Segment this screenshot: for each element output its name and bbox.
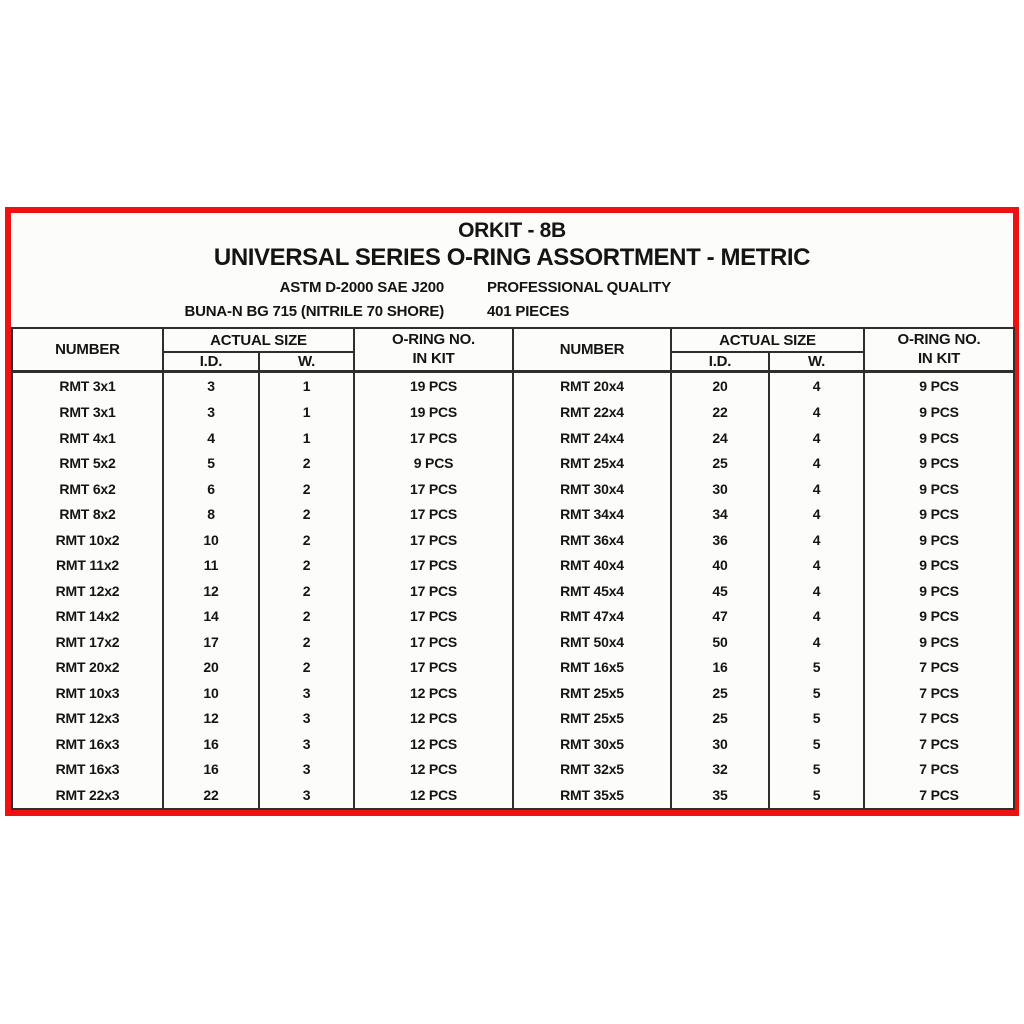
id-cell: 20 [163,654,259,680]
spec-sheet-frame [5,207,1019,816]
id-cell: 36 [671,527,769,553]
pieces-cell: 9 PCS [354,450,513,476]
pieces-cell: 12 PCS [354,756,513,782]
pieces-cell: 12 PCS [354,680,513,706]
width-cell: 2 [259,476,354,502]
spec-material: BUNA-N BG 715 (NITRILE 70 SHORE) [184,303,444,320]
number-cell: RMT 6x2 [12,476,163,502]
width-cell: 2 [259,603,354,629]
id-header-left: I.D. [163,352,259,372]
spec-standard: ASTM D-2000 SAE J200 [279,279,444,296]
table-row [12,372,1014,400]
pieces-cell: 9 PCS [864,578,1014,604]
width-cell: 2 [259,501,354,527]
table-row [12,425,1014,451]
pieces-cell: 9 PCS [864,399,1014,425]
number-cell: RMT 25x4 [513,450,671,476]
number-cell: RMT 10x3 [12,680,163,706]
actual-size-header-left: ACTUAL SIZE [163,328,354,352]
pieces-cell: 17 PCS [354,629,513,655]
w-header-right: W. [769,352,864,372]
width-cell: 5 [769,654,864,680]
width-cell: 5 [769,680,864,706]
id-cell: 32 [671,756,769,782]
pieces-cell: 9 PCS [864,425,1014,451]
pieces-cell: 7 PCS [864,782,1014,809]
number-cell: RMT 22x4 [513,399,671,425]
number-cell: RMT 30x4 [513,476,671,502]
id-cell: 8 [163,501,259,527]
table-row [12,501,1014,527]
pieces-cell: 9 PCS [864,501,1014,527]
number-cell: RMT 25x5 [513,680,671,706]
id-cell: 22 [163,782,259,809]
pieces-cell: 7 PCS [864,756,1014,782]
table-row [12,756,1014,782]
number-cell: RMT 50x4 [513,629,671,655]
id-cell: 40 [671,552,769,578]
width-cell: 4 [769,425,864,451]
pieces-cell: 17 PCS [354,501,513,527]
number-cell: RMT 20x4 [513,372,671,400]
width-cell: 5 [769,782,864,809]
id-cell: 50 [671,629,769,655]
id-cell: 5 [163,450,259,476]
pieces-cell: 9 PCS [864,476,1014,502]
width-cell: 3 [259,731,354,757]
table-row [12,450,1014,476]
id-cell: 24 [671,425,769,451]
number-cell: RMT 47x4 [513,603,671,629]
table-row [12,476,1014,502]
number-cell: RMT 14x2 [12,603,163,629]
id-cell: 4 [163,425,259,451]
oring-no-header-line2: IN KIT [917,349,961,367]
number-cell: RMT 3x1 [12,399,163,425]
number-cell: RMT 12x3 [12,705,163,731]
series-title: UNIVERSAL SERIES O-RING ASSORTMENT - METRIC [213,244,811,271]
id-cell: 16 [163,731,259,757]
table-row [12,552,1014,578]
width-cell: 3 [259,680,354,706]
id-cell: 17 [163,629,259,655]
width-cell: 2 [259,552,354,578]
id-cell: 22 [671,399,769,425]
number-cell: RMT 8x2 [12,501,163,527]
width-cell: 5 [769,756,864,782]
id-cell: 34 [671,501,769,527]
pieces-cell: 9 PCS [864,372,1014,400]
table-row [12,527,1014,553]
id-cell: 20 [671,372,769,400]
oring-no-header-line2: IN KIT [412,349,455,367]
number-cell: RMT 30x5 [513,731,671,757]
id-cell: 11 [163,552,259,578]
table-row [12,629,1014,655]
pieces-cell: 17 PCS [354,527,513,553]
pieces-cell: 12 PCS [354,782,513,809]
number-cell: RMT 40x4 [513,552,671,578]
oring-assortment-table [11,327,1015,810]
spec-pieces: 401 PIECES [487,303,570,320]
table-row [12,399,1014,425]
kit-title: ORKIT - 8B [458,219,566,242]
oring-no-header-line1: O-RING NO. [897,330,981,348]
table-row [12,782,1014,809]
width-cell: 2 [259,654,354,680]
number-cell: RMT 12x2 [12,578,163,604]
width-cell: 1 [259,372,354,400]
pieces-cell: 9 PCS [864,603,1014,629]
id-cell: 25 [671,680,769,706]
width-cell: 2 [259,450,354,476]
pieces-cell: 17 PCS [354,578,513,604]
id-cell: 6 [163,476,259,502]
pieces-cell: 17 PCS [354,552,513,578]
id-cell: 12 [163,705,259,731]
width-cell: 2 [259,629,354,655]
pieces-cell: 9 PCS [864,552,1014,578]
number-cell: RMT 11x2 [12,552,163,578]
width-cell: 2 [259,527,354,553]
pieces-cell: 12 PCS [354,705,513,731]
number-cell: RMT 3x1 [12,372,163,400]
number-cell: RMT 20x2 [12,654,163,680]
pieces-cell: 9 PCS [864,450,1014,476]
width-cell: 4 [769,399,864,425]
table-row [12,731,1014,757]
pieces-cell: 12 PCS [354,731,513,757]
number-cell: RMT 22x3 [12,782,163,809]
width-cell: 3 [259,705,354,731]
number-cell: RMT 16x5 [513,654,671,680]
number-cell: RMT 45x4 [513,578,671,604]
number-cell: RMT 16x3 [12,731,163,757]
width-cell: 4 [769,603,864,629]
pieces-cell: 17 PCS [354,476,513,502]
width-cell: 5 [769,705,864,731]
oring-no-header-right [864,328,1014,372]
id-cell: 25 [671,450,769,476]
id-cell: 16 [163,756,259,782]
id-cell: 25 [671,705,769,731]
table-row [12,705,1014,731]
title-block [11,213,1013,327]
id-cell: 14 [163,603,259,629]
oring-no-header-left [354,328,513,372]
width-cell: 3 [259,782,354,809]
width-cell: 4 [769,372,864,400]
width-cell: 4 [769,501,864,527]
spec-quality: PROFESSIONAL QUALITY [487,279,672,296]
pieces-cell: 17 PCS [354,603,513,629]
number-cell: RMT 35x5 [513,782,671,809]
id-cell: 30 [671,731,769,757]
width-cell: 4 [769,578,864,604]
table-row [12,680,1014,706]
table-row [12,578,1014,604]
pieces-cell: 7 PCS [864,705,1014,731]
pieces-cell: 17 PCS [354,654,513,680]
pieces-cell: 9 PCS [864,629,1014,655]
pieces-cell: 9 PCS [864,527,1014,553]
id-cell: 47 [671,603,769,629]
width-cell: 4 [769,450,864,476]
id-header-right: I.D. [671,352,769,372]
number-cell: RMT 34x4 [513,501,671,527]
id-cell: 30 [671,476,769,502]
number-header-left: NUMBER [12,328,163,372]
w-header-left: W. [259,352,354,372]
number-header-right: NUMBER [513,328,671,372]
oring-no-header-line1: O-RING NO. [392,330,476,348]
id-cell: 16 [671,654,769,680]
id-cell: 10 [163,680,259,706]
pieces-cell: 7 PCS [864,654,1014,680]
id-cell: 10 [163,527,259,553]
pieces-cell: 7 PCS [864,680,1014,706]
pieces-cell: 19 PCS [354,372,513,400]
number-cell: RMT 17x2 [12,629,163,655]
id-cell: 45 [671,578,769,604]
width-cell: 4 [769,527,864,553]
pieces-cell: 19 PCS [354,399,513,425]
width-cell: 4 [769,629,864,655]
spec-line-1 [11,279,1013,301]
number-cell: RMT 4x1 [12,425,163,451]
width-cell: 3 [259,756,354,782]
id-cell: 35 [671,782,769,809]
spec-line-2 [11,303,1013,325]
width-cell: 2 [259,578,354,604]
id-cell: 12 [163,578,259,604]
width-cell: 5 [769,731,864,757]
width-cell: 1 [259,425,354,451]
width-cell: 1 [259,399,354,425]
actual-size-header-right: ACTUAL SIZE [671,328,864,352]
number-cell: RMT 32x5 [513,756,671,782]
width-cell: 4 [769,476,864,502]
width-cell: 4 [769,552,864,578]
number-cell: RMT 10x2 [12,527,163,553]
number-cell: RMT 24x4 [513,425,671,451]
id-cell: 3 [163,372,259,400]
pieces-cell: 17 PCS [354,425,513,451]
number-cell: RMT 36x4 [513,527,671,553]
number-cell: RMT 25x5 [513,705,671,731]
table-row [12,603,1014,629]
number-cell: RMT 16x3 [12,756,163,782]
table-row [12,654,1014,680]
pieces-cell: 7 PCS [864,731,1014,757]
id-cell: 3 [163,399,259,425]
number-cell: RMT 5x2 [12,450,163,476]
